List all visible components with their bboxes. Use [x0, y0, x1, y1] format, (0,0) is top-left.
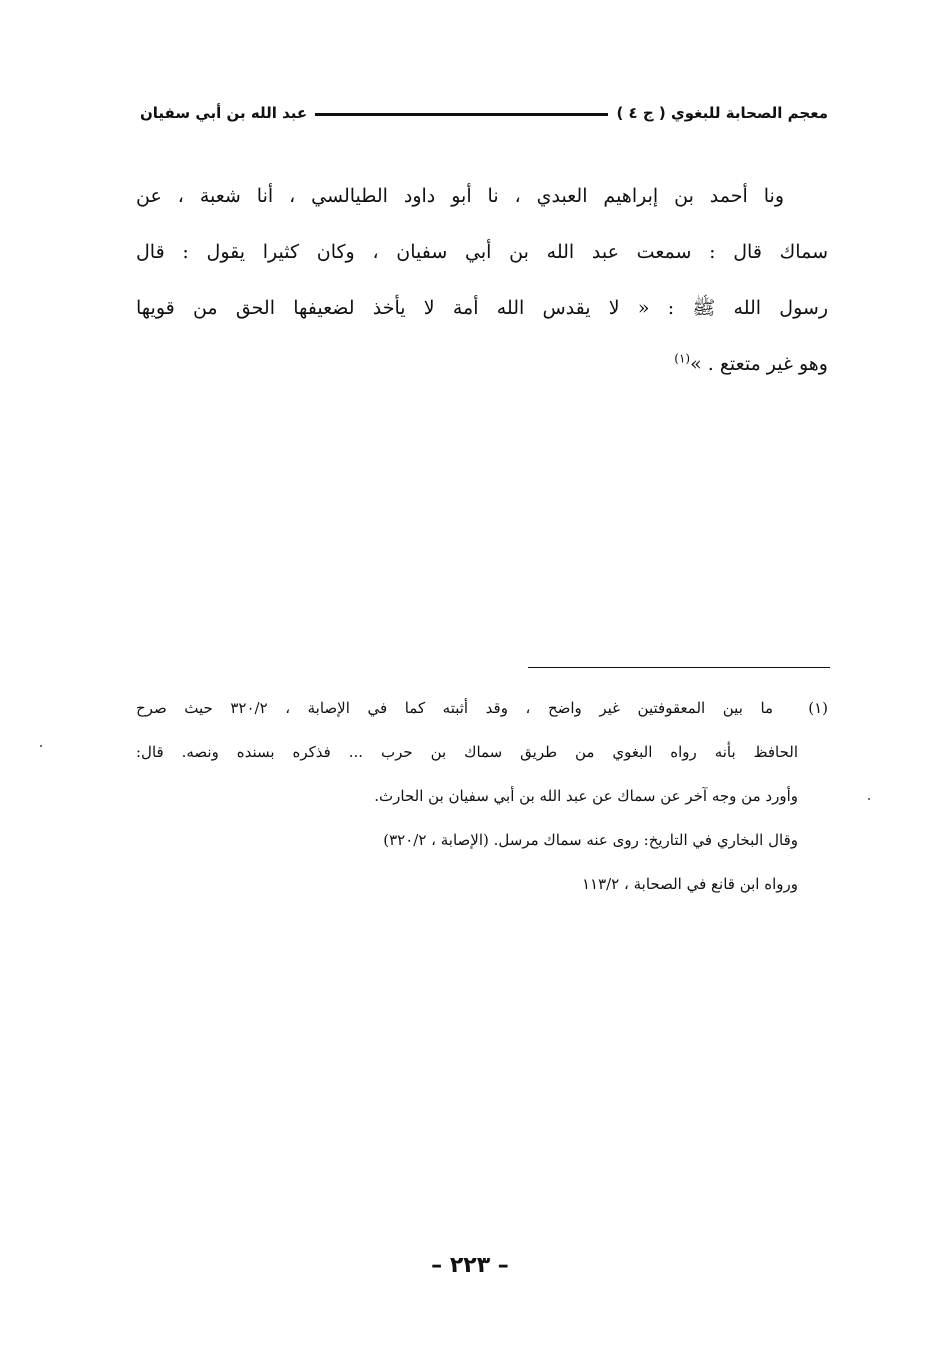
book-title: معجم الصحابة للبغوي ( ج ٤ ) — [616, 104, 828, 122]
scan-speck — [868, 798, 870, 800]
footnote-text: ما بين المعقوفتين غير واضح ، وقد أثبته كما في الإصابة ، ٣٢٠/٢ حيث صرح — [136, 699, 774, 717]
scan-speck — [40, 745, 42, 747]
footnote-line: ورواه ابن قانع في الصحابة ، ١١٣/٢ — [581, 875, 798, 893]
footnote-line: وقال البخاري في التاريخ: روى عنه سماك مرسل. (الإصابة ، ٣٢٠/٢) — [383, 831, 798, 849]
header-rule — [315, 113, 608, 116]
footnotes — [136, 686, 828, 906]
footnote-number: (١) — [808, 699, 828, 717]
body-line: رسول الله ﷺ : « لا يقدس الله أمة لا يأخذ لضعيفها الحق من قويها — [136, 297, 828, 319]
body-line: سماك قال : سمعت عبد الله بن أبي سفيان ، وكان كثيرا يقول : قال — [136, 241, 828, 263]
body-line-text: وهو غير متعتع . » — [690, 353, 828, 375]
page-number: – ٢٢٣ – — [431, 1253, 509, 1278]
running-header — [140, 96, 828, 130]
footnote-line: الحافظ بأنه رواه البغوي من طريق سماك بن حرب ... فذكره بسنده ونصه. قال: — [136, 743, 798, 761]
main-text — [136, 168, 828, 392]
footnote-line: وأورد من وجه آخر عن سماك عن عبد الله بن أبي سفيان بن الحارث. — [374, 787, 798, 805]
body-line-last — [136, 336, 828, 392]
footnote-reference[interactable]: (١) — [674, 351, 691, 366]
footnote-separator — [528, 667, 830, 668]
footnote-line — [136, 686, 828, 730]
body-line: ونا أحمد بن إبراهيم العبدي ، نا أبو داود الطيالسي ، أنا شعبة ، عن — [136, 185, 784, 207]
chapter-title: عبد الله بن أبي سفيان — [140, 104, 308, 122]
